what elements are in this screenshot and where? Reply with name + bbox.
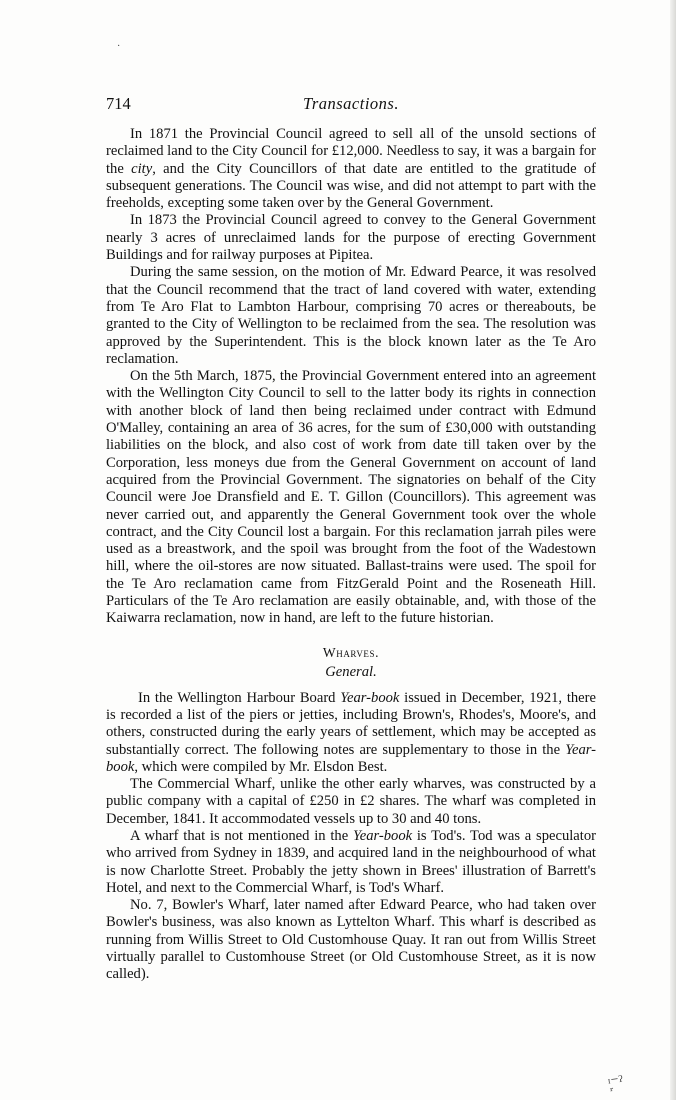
paragraph-p-commercial xyxy=(106,776,596,828)
text-run: , which were compiled by Mr. Elsdon Best. xyxy=(134,758,388,775)
paragraph-p-yearbook xyxy=(106,690,596,776)
paragraph-p1871 xyxy=(106,126,596,212)
paragraph-p-tods xyxy=(106,828,596,897)
page-body xyxy=(106,126,596,984)
text-run: No. 7, Bowler's Wharf, later named after Edward Pearce, who had taken over Bowler's business, was also known as Lyttelton Wharf. This wharf is described as running from Willis Street to Old Customhouse Quay. It ran out from Willis Street virtually parallel to Customhouse Street (or Old Customhouse Street, as it is now called). xyxy=(106,897,596,983)
page-number: 714 xyxy=(106,94,131,113)
text-run: In 1873 the Provincial Council agreed to convey to the General Government nearly 3 acres of unreclaimed lands for the purpose of erecting Government Buildings and for railway purposes at Pipitea. xyxy=(106,212,596,264)
running-title: Transactions. xyxy=(303,94,399,113)
italic-text: Year-book xyxy=(340,689,400,706)
italic-text: city xyxy=(131,160,153,177)
scan-speck: · xyxy=(117,41,121,52)
paragraph-p1873 xyxy=(106,212,596,264)
intro-paragraphs xyxy=(106,126,596,628)
italic-text: Year-book xyxy=(352,827,413,844)
paragraph-p-bowlers xyxy=(106,897,596,983)
text-run: , and the City Councillors of that date are entitled to the gratitude of subsequent generations. The Council was wise, and did not attempt to part with the freeholds, excepting some taken over by the General Government. xyxy=(106,160,597,212)
text-run: issued in December, 1921, there is recorded a list of the piers or jetties, including Brown's, Rhodes's, Moore's, and others, constructed during the early years of settlement, which may be accepted as substantially correct. The following notes are supplementary to those in the xyxy=(106,689,596,758)
text-run: During the same session, on the motion of Mr. Edward Pearce, it was resolved that the Council recommend that the tract of land covered with water, extending from Te Aro Flat to Lambton Harbour, comprising 70 acres or thereabouts, be granted to the City of Wellington to be reclaimed from the sea. The resolution was approved by the Superintendent. This is the block known later as the Te Aro reclamation. xyxy=(106,264,596,367)
paragraph-p-same-session xyxy=(106,264,596,368)
text-run: is Tod's. Tod was a speculator who arrived from Sydney in 1839, and acquired land in the neighbourhood of what is now Charlotte Street. Probably the jetty shown in Brees' illustration of Barrett's Hotel, and next to the Commercial Wharf, is Tod's Wharf. xyxy=(106,827,596,896)
wharves-paragraphs xyxy=(106,690,596,984)
page-header xyxy=(106,94,596,116)
text-run: A wharf that is not mentioned in the xyxy=(130,827,353,844)
text-run: The Commercial Wharf, unlike the other early wharves, was constructed by a public company with a capital of £250 in £2 shares. The wharf was completed in December, 1841. It accommodated vessels up to 30 and 40 tons. xyxy=(106,776,596,827)
section-subheading: General. xyxy=(325,663,377,680)
page-edge-shadow xyxy=(670,0,676,1100)
scan-smudge-mark: ᶦ᷊⁻ˀ xyxy=(606,1073,625,1092)
text-run: In the Wellington Harbour Board xyxy=(138,689,341,706)
italic-text: Year-book xyxy=(106,741,596,775)
section-heading: Wharves. xyxy=(322,644,380,660)
paragraph-p1875 xyxy=(106,368,596,627)
text-run: On the 5th March, 1875, the Provincial Government entered into an agreement with the Wellington City Council to sell to the latter body its rights in connection with another block of land then being reclaimed under contract with Edmund O'Malley, containing an area of 36 acres, for the sum of £30,000 with outstanding liabilities on the block, and also cost of work from date till taken over by the Corporation, less moneys due from the General Government on account of land acquired from the Provincial Government. The signatories on behalf of the City Council were Joe Dransfield and E. T. Gillon (Councillors). This agreement was never carried out, and apparently the General Government took over the whole contract, and the City Council lost a bargain. For this reclamation jarrah piles were used as a breastwork, and the spoil was brought from the foot of the Wadestown hill, where the oil-stores are now situated. Ballast-trains were used. The spoil for the Te Aro reclamation came from FitzGerald Point and the Roseneath Hill. Particulars of the Te Aro reclamation are easily obtainable, and, with those of the Kaiwarra reclamation, now in hand, are left to the future historian. xyxy=(106,368,596,627)
text-run: In 1871 the Provincial Council agreed to sell all of the unsold sections of reclaimed land to the City Council for £12,000. Needless to say, it was a bargain for the xyxy=(106,126,596,177)
